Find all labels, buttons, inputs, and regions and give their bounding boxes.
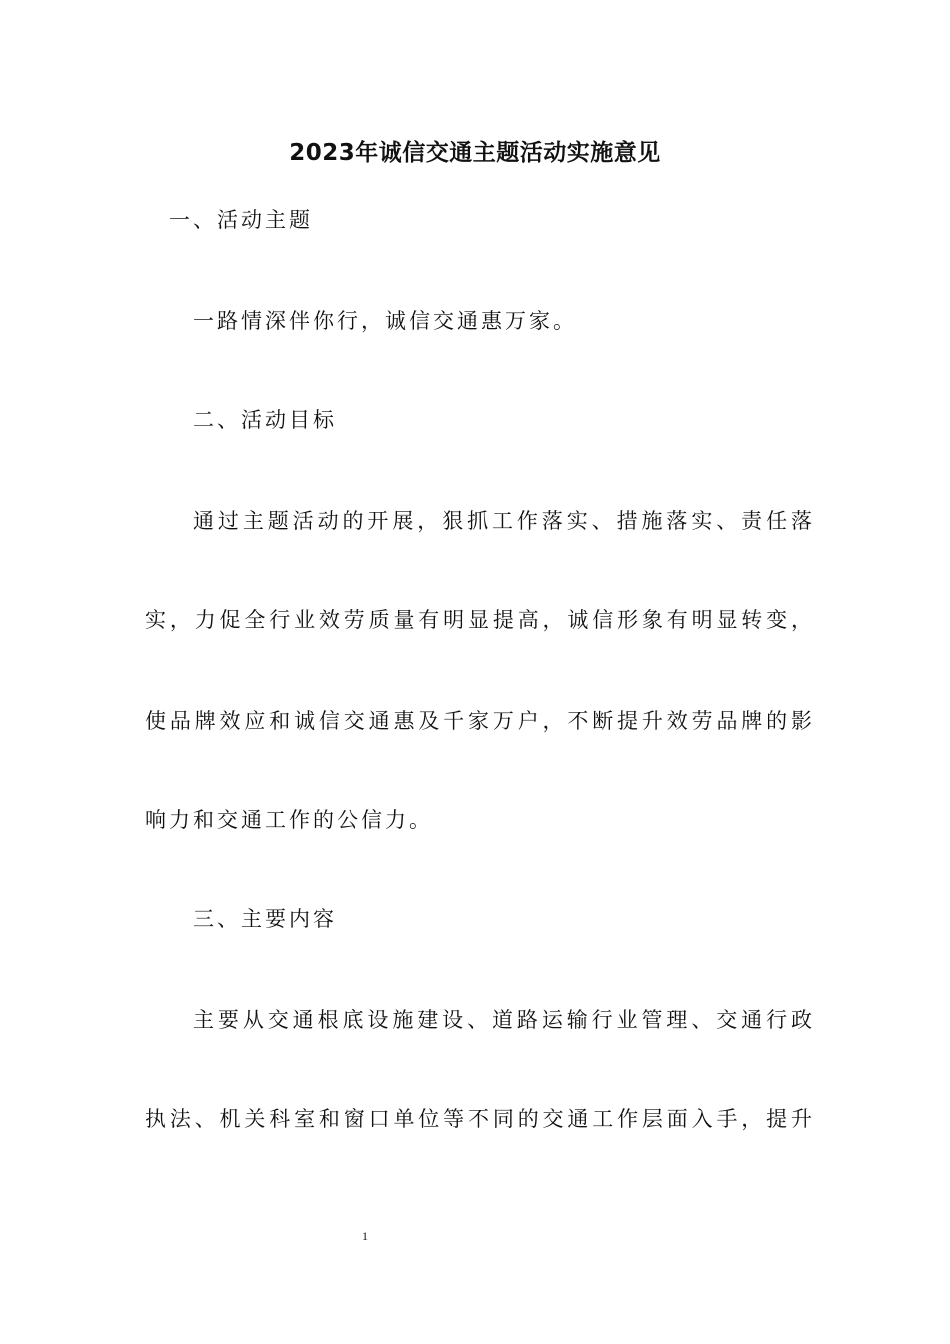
document-title: 2023年诚信交通主题活动实施意见 xyxy=(289,140,661,166)
paragraph-line: 执法、机关科室和窗口单位等不同的交通工作层面入手，提升 xyxy=(145,1107,815,1131)
paragraph-line: 主要从交通根底设施建设、道路运输行业管理、交通行政 xyxy=(193,1008,815,1032)
section-heading-2: 二、活动目标 xyxy=(193,408,337,432)
paragraph-line: 使品牌效应和诚信交通惠及千家万户，不断提升效劳品牌的影 xyxy=(145,709,815,733)
section-heading-1: 一、活动主题 xyxy=(169,208,313,232)
paragraph-line: 通过主题活动的开展，狠抓工作落实、措施落实、责任落 xyxy=(193,509,815,533)
page-number: 1 xyxy=(362,1229,368,1243)
paragraph-line: 一路情深伴你行，诚信交通惠万家。 xyxy=(193,309,577,333)
section-heading-3: 三、主要内容 xyxy=(193,907,337,931)
paragraph-line: 响力和交通工作的公信力。 xyxy=(145,808,433,832)
paragraph-line: 实，力促全行业效劳质量有明显提高，诚信形象有明显转变， xyxy=(145,608,815,632)
